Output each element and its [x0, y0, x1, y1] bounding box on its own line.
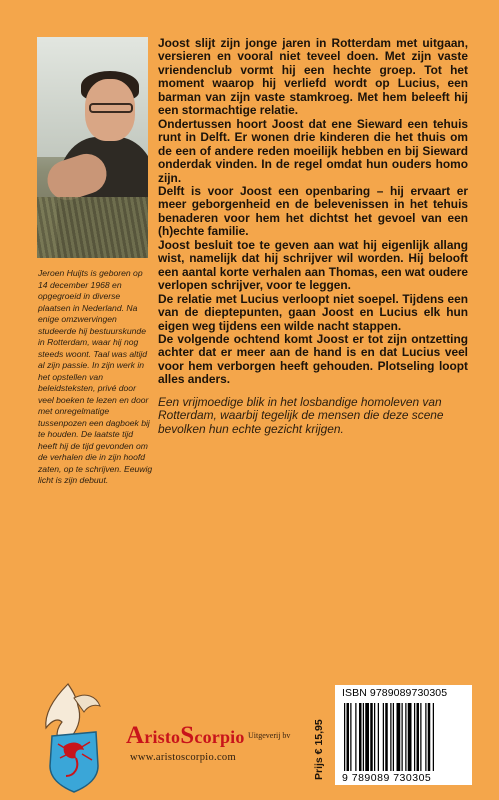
blurb-paragraph: Joost slijt zijn jonge jaren in Rotterdam met uitgaan, versieren en vooral niet teveel doen. Met zijn vaste vriendenclub vormt hij een hechte groep. Tot het moment waarop hij verliefd wordt op Lucius, een barman van zijn vaste stamkroeg. Met hem beleeft hij een stormachtige relatie. — [158, 36, 468, 118]
price-label: Prijs € 15,95 — [313, 719, 325, 780]
publisher-logo — [38, 676, 298, 794]
publisher-url: www.aristoscorpio.com — [130, 752, 236, 763]
blurb-paragraph: Joost besluit toe te geven aan wat hij eigenlijk allang wist, namelijk dat hij schrijver wil worden. Hij belooft een aantal korte verhalen aan Thomas, een wat oudere verlopen schrijver, voor te leggen. — [158, 237, 468, 293]
blurb-paragraph: Delft is voor Joost een openbaring – hij ervaart er meer geborgenheid en de belevenissen in het tehuis benaderen voor hem het dichtst het gevoel van een (h)echte familie. — [158, 183, 468, 239]
blurb-paragraph: Ondertussen hoort Joost dat ene Sieward een tehuis runt in Delft. Er wonen drie kinderen die het thuis om de een of andere reden moeilijk hebben en bij Sieward onderdak vinden. In de regel omdat hun ouders homo zijn. — [158, 116, 468, 185]
publisher-brand-name: AristoScorpio — [126, 722, 245, 749]
isbn-digits: 9 789089 730305 — [342, 772, 432, 784]
author-bio — [38, 268, 154, 487]
blurb-teaser: Een vrijmoedige blik in het losbandige homoleven van Rotterdam, waarbij tegelijk de mensen die deze scene bevolken hun echte gezicht krijgen. — [158, 394, 444, 436]
book-blurb — [158, 37, 468, 436]
isbn-label: ISBN 9789089730305 — [342, 687, 448, 699]
blurb-paragraph: De relatie met Lucius verloopt niet soepel. Tijdens een van de dieptepunten, gaan Joost en Lucius elk hun eigen weg tijdens een wilde nacht stappen. — [158, 291, 468, 333]
publisher-imprint: Uitgeverij bv — [248, 731, 291, 740]
isbn-barcode — [335, 685, 472, 785]
author-photo — [37, 37, 148, 258]
barcode-bars-icon — [344, 703, 466, 771]
blurb-paragraph: De volgende ochtend komt Joost er tot zijn ontzetting achter dat er meer aan de hand is en dat Lucius veel voor hem verborgen heeft gehouden. Plotseling loopt alles anders. — [158, 331, 468, 387]
author-bio-text: Jeroen Huijts is geboren op 14 december 1968 en opgegroeid in diverse plaatsen in Nederland. Na enige omzwervingen studeerde hij bestuurskunde in Rotterdam, waar hij nog steeds woont. Taal was altijd al zijn passie. In zijn werk in het opstellen van beleidsteksten, privé door veel boeken te lezen en door met onregelmatige tussenpozen een dagboek bij te houden. De laatste tijd heeft hij de tijd gevonden om de verhalen die in zijn hoofd zaten, op te schrijven. Eeuwig licht is zijn debuut. — [38, 268, 153, 486]
